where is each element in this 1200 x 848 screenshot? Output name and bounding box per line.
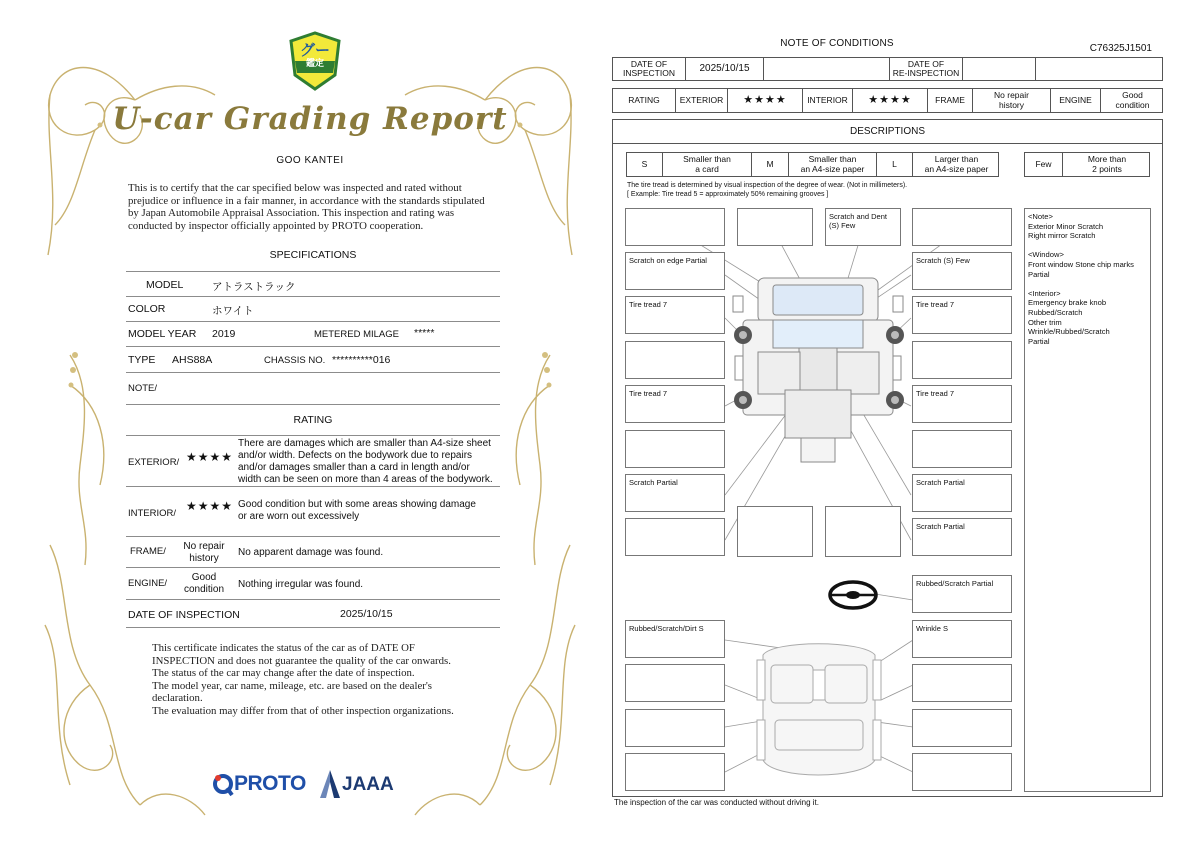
exterior-rating-row: EXTERIOR/ ★★★★ There are damages which are smaller than A4-size sheet and/or width. Defects on the bodywork due to repairs and/or damages smaller than a card in length and/or width can be seen on more than 4 areas of the bodywork. — [126, 435, 500, 487]
date-of-inspection-row: DATE OF INSPECTION 2025/10/15 — [126, 600, 500, 628]
steering-wheel-icon — [830, 582, 876, 608]
certificate-intro: This is to certify that the car specified below was inspected and rated without prejudice or influence in a fair manner, in accordance with the standards stipulated by Japan Automobile Appraisal Association. This inspection and rating was conducted by inspector officially appointed by PROTO cooperation. — [128, 182, 485, 232]
condition-box-left-0 — [625, 208, 725, 246]
condition-box-right-0 — [912, 208, 1012, 246]
exterior-stars: ★★★★ — [186, 450, 234, 464]
certificate-closing: This certificate indicates the status of the car as of DATE OF INSPECTION and does not guarantee the quality of the car onwards. The status of the car may change after the date of inspection. The model year, car name, mileage, etc. are based on the dealer's declaration. The evaluation may differ from that of other inspection organizations. — [152, 642, 454, 717]
tire-tread-note: The tire tread is determined by visual inspection of the degree of wear. (Not in millimeters). [ Example: Tire tread 5 = approximately 50% remaining grooves ] — [627, 182, 908, 198]
condition-box-right-4: Tire tread 7 — [912, 385, 1012, 423]
condition-box-top-left — [737, 208, 813, 246]
condition-box-right-1: Scratch (S) Few — [912, 252, 1012, 290]
condition-box-right-2: Tire tread 7 — [912, 296, 1012, 334]
logos — [212, 768, 402, 802]
condition-box-steering: Rubbed/Scratch Partial — [912, 575, 1012, 613]
condition-box-left-4: Tire tread 7 — [625, 385, 725, 423]
few-legend: Few More than 2 points — [1024, 152, 1150, 177]
inspection-date: 2025/10/15 — [686, 58, 764, 80]
exterior-stars: ★★★★ — [728, 89, 803, 112]
condition-box-left-5 — [625, 430, 725, 468]
jaaa-logo-text: JAAA — [342, 774, 394, 795]
note-title: NOTE OF CONDITIONS — [780, 38, 894, 49]
date-row: DATE OF INSPECTION 2025/10/15 DATE OF RE-INSPECTION — [612, 57, 1163, 81]
condition-box-bottom-right — [825, 506, 901, 557]
grading-certificate — [40, 25, 580, 825]
jaaa-logo-icon — [320, 770, 340, 798]
condition-box-left-3 — [625, 341, 725, 379]
interior-rating-row: INTERIOR/ ★★★★ Good condition but with some areas showing damage or are worn out excessively — [126, 487, 500, 537]
badge-bottom-text: 鑑定 — [305, 58, 324, 68]
condition-box-interior-left-1: Rubbed/Scratch/Dirt S — [625, 620, 725, 658]
condition-box-interior-left-3 — [625, 709, 725, 747]
condition-box-right-3 — [912, 341, 1012, 379]
condition-box-interior-right-1: Wrinkle S — [912, 620, 1012, 658]
condition-box-left-7 — [625, 518, 725, 556]
condition-box-interior-left-2 — [625, 664, 725, 702]
proto-logo-icon — [212, 773, 234, 797]
condition-box-left-2: Tire tread 7 — [625, 296, 725, 334]
descriptions-heading: DESCRIPTIONS — [613, 120, 1162, 144]
condition-box-right-6: Scratch Partial — [912, 474, 1012, 512]
condition-box-bottom-left — [737, 506, 813, 557]
certificate-title: U-car Grading Report — [112, 101, 508, 137]
interior-stars: ★★★★ — [853, 89, 928, 112]
frame-rating-row: FRAME/ No repair history No apparent damage was found. — [126, 537, 500, 568]
rating-heading: RATING — [293, 414, 333, 426]
type-row: TYPE AHS88A CHASSIS NO. **********016 — [126, 347, 500, 373]
model-row: MODEL アトラストラック — [126, 271, 500, 297]
condition-box-left-1: Scratch on edge Partial — [625, 252, 725, 290]
badge-top-text: グー — [299, 42, 330, 59]
notes-panel: <Note> Exterior Minor Scratch Right mirror Scratch <Window> Front window Stone chip marks Partial <Interior> Emergency brake knob Rubbed/Scratch Other trim Wrinkle/Rubbed/Scratch Partial — [1024, 208, 1151, 792]
proto-logo-text: PROTO — [234, 772, 306, 795]
rating-row: RATING EXTERIOR ★★★★ INTERIOR ★★★★ FRAME No repair history ENGINE Good condition — [612, 88, 1163, 113]
specifications-heading: SPECIFICATIONS — [269, 249, 357, 261]
condition-box-interior-right-2 — [912, 664, 1012, 702]
note-of-conditions — [612, 36, 1164, 816]
descriptions-panel — [612, 119, 1163, 797]
footer-note: The inspection of the car was conducted without driving it. — [614, 798, 819, 807]
condition-box-right-7: Scratch Partial — [912, 518, 1012, 556]
condition-box-top-right: Scratch and Dent (S) Few — [825, 208, 901, 246]
condition-box-interior-left-4 — [625, 753, 725, 791]
model-year-row: MODEL YEAR 2019 METERED MILAGE ***** — [126, 322, 500, 347]
interior-stars: ★★★★ — [186, 499, 234, 513]
condition-box-right-5 — [912, 430, 1012, 468]
condition-box-left-6: Scratch Partial — [625, 474, 725, 512]
inspection-id: C76325J1501 — [1089, 43, 1152, 54]
color-row: COLOR ホワイト — [126, 297, 500, 322]
condition-box-interior-right-4 — [912, 753, 1012, 791]
condition-box-interior-right-3 — [912, 709, 1012, 747]
note-row: NOTE/ — [126, 373, 500, 405]
certificate-subtitle: GOO KANTEI — [276, 155, 344, 166]
engine-rating-row: ENGINE/ Good condition Nothing irregular was found. — [126, 568, 500, 600]
size-legend: S Smaller than a card M Smaller than an A4-size paper L Larger than an A4-size paper — [626, 152, 999, 177]
